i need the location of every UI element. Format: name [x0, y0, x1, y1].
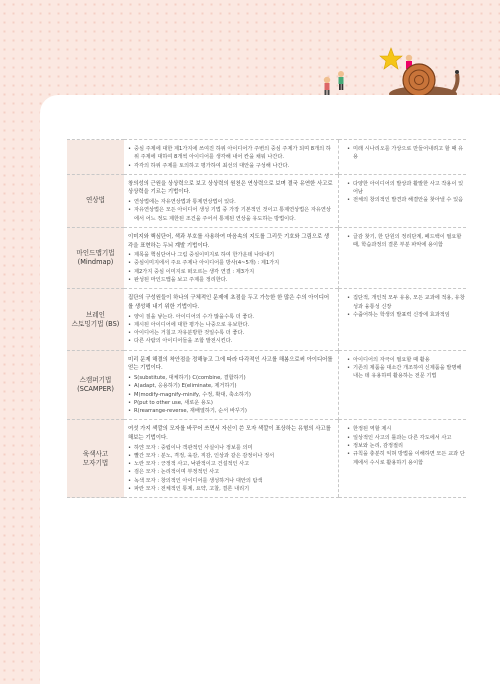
description-list — [128, 145, 334, 170]
usage-list — [347, 425, 466, 466]
description-item: • 빨간 모자 : 분노, 격정, 육감, 직감, 인상과 같은 감정이나 정서 — [128, 452, 334, 460]
technique-intro: 이미지와 핵심단어, 색과 부호를 사용하여 마음속의 지도를 그리듯 기호와 그림으로 생각을 표현하는 두뇌 계발 기법이다. — [128, 233, 330, 249]
technique-subname: 스토밍기법 (BS) — [71, 319, 120, 328]
description-list — [128, 198, 334, 223]
usage-list — [347, 233, 466, 250]
technique-name: 연상법 — [85, 196, 106, 205]
technique-name-cell — [67, 174, 124, 227]
table-row — [67, 140, 466, 175]
table-row — [67, 350, 466, 420]
usage-item: • 글감 찾기, 한 단원의 정리단계, 페드백이 필요할 때, 학습과정의 결론 부분 파악에 용이함 — [347, 233, 466, 250]
description-item: • 중심이미지에서 주요 주제나 아이디어를 방사(4~5개) : 제1가지 — [128, 259, 334, 267]
usage-item: • 미래 시나리오를 가상으로 만들어내려고 할 때 유용 — [347, 145, 466, 162]
description-item: • 중심 주제에 대한 제1가지에 쓰여진 하위 아이디어가 주변의 중심 주제가 되며 8개의 하위 주제에 대하여 8개씩 아이디어를 생각해 내어 칸을 채워 나간다. — [128, 145, 334, 162]
description-item: • 다른 사람의 아이디어들을 조합 발전시킨다. — [128, 337, 334, 345]
star-icon — [380, 48, 402, 69]
description-item: • 아이디어는 거칠고 자유분방한 것일수록 더 좋다. — [128, 329, 334, 337]
usage-cell — [339, 227, 467, 288]
usage-item: • 규칙을 충분히 익혀 방법을 이해하면 모든 교과 단계에서 수시로 활용하기 용이함 — [347, 450, 466, 467]
usage-item: • 일상적인 사고의 틀과는 다른 각도에서 사고 — [347, 434, 466, 442]
usage-cell — [339, 174, 467, 227]
table-row — [67, 420, 466, 498]
usage-item: • 정보와 논리, 감정절리 — [347, 442, 466, 450]
description-cell — [124, 140, 339, 175]
description-cell — [124, 227, 339, 288]
content-card — [40, 95, 500, 684]
description-item: • 검은 모자 : 논리적이며 부정적인 사고 — [128, 468, 334, 476]
usage-item: • 집단적, 개인적 모두 유용, 모든 교과에 적용, 유창성과 융통성 신장 — [347, 294, 466, 311]
technique-name-cell — [67, 140, 124, 175]
description-item: • S(substitute, 대체하기) C(combine, 결합하기) — [128, 374, 334, 382]
technique-subname: 모자기법 — [82, 458, 109, 467]
description-item: • A(adapt, 응용하기) E(eliminate, 제거하기) — [128, 382, 334, 390]
table-row — [67, 289, 466, 350]
technique-name-cell — [67, 420, 124, 498]
description-list — [128, 313, 334, 346]
climbing-children-icon — [324, 71, 344, 96]
usage-item: • 기존의 제품을 대소간 개조하여 신제품을 발명해 내는 데 유용하며 활용하는 전문 기법 — [347, 364, 466, 381]
usage-cell — [339, 420, 467, 498]
description-list — [128, 444, 334, 494]
usage-list — [347, 180, 466, 205]
technique-intro: 여섯 가지 색깔의 모자를 바꾸어 쓰면서 자신이 쓴 모자 색깔이 표상하는 유형의 사고를 해보는 기법이다. — [128, 426, 331, 441]
table-body — [67, 140, 466, 498]
description-item: • 완성된 마인드맵을 보고 주제를 정리한다. — [128, 276, 334, 284]
usage-item: • 수줍어하는 학생의 발표력 신장에 효과적임 — [347, 311, 466, 319]
technique-name-cell — [67, 350, 124, 420]
description-item: • 연상법에는 자유연상법과 통제연상법이 있다. — [128, 198, 334, 206]
description-cell — [124, 289, 339, 350]
technique-name-cell — [67, 289, 124, 350]
usage-item: • 한정된 역할 제시 — [347, 425, 466, 433]
technique-intro: 창의성의 근원을 상상력으로 보고 상상력의 원천은 연상력으로 보며 결국 유연한 사고로 상상력을 기르는 기법이다. — [128, 180, 333, 196]
technique-name: 브레인 — [85, 310, 106, 319]
description-cell — [124, 350, 339, 420]
description-item: • P(put to other use, 새로운 용도) — [128, 399, 334, 407]
description-item: • 제2가지 중심 이미지로 떠오르는 생각 연결 : 제3가지 — [128, 268, 334, 276]
description-item: • R(rearrange-reverse, 재배열하기, 순서 바꾸기) — [128, 407, 334, 415]
description-cell — [124, 420, 339, 498]
technique-name: 육색사고 — [82, 449, 109, 458]
technique-subname: (SCAMPER) — [77, 385, 114, 394]
description-list — [128, 251, 334, 284]
usage-item: • 다양한 아이디어의 발상과 활발한 사고 작용이 있어남 — [347, 180, 466, 197]
technique-intro: 집단의 구성원들이 하나의 구체적인 문제에 초점을 두고 가능한 한 많은 수의 아이디어를 생성해 내기 위한 기법이다. — [128, 295, 330, 310]
usage-cell — [339, 350, 467, 420]
description-item: • 자유연상법은 모든 아이디어 생성 기법 중 가장 기본적인 것이고 통제연상법은 자유연상에서 어느 정도 제한된 조건을 주어서 통제된 연상을 유도하는 방법이다. — [128, 206, 334, 223]
usage-cell — [339, 289, 467, 350]
description-item: • 노란 모자 : 긍정적 사고, 낙관적이고 건설적인 사고 — [128, 460, 334, 468]
usage-list — [347, 356, 466, 381]
description-list — [128, 374, 334, 415]
table-row — [67, 227, 466, 288]
description-item: • 파란 모자 : 전체적인 통제, 요약, 고찰, 결론 내리기 — [128, 485, 334, 493]
usage-list — [347, 145, 466, 162]
table-row — [67, 174, 466, 227]
technique-intro: 미리 문제 해결의 착안점을 정해놓고 그에 따라 다각적인 사고를 해봄으로써 아이디어를 얻는 기법이다. — [128, 356, 333, 372]
description-item: • 제목을 핵심단어나 그림 중심이미지로 하여 한가운데 나타내기 — [128, 251, 334, 259]
usage-item: • 아이디어의 자극이 필요할 때 활용 — [347, 356, 466, 364]
description-item: • M(modify-magnify-minify, 수정, 확대, 축소하기) — [128, 391, 334, 399]
technique-subname: (Mindmap) — [77, 258, 114, 267]
creativity-techniques-table — [67, 139, 466, 498]
technique-name: 마인드맵기법 — [76, 249, 115, 258]
description-item: • 하얀 모자 : 중립이나 객관적인 사실이나 정보를 의미 — [128, 444, 334, 452]
description-item: • 녹색 모자 : 창의적인 아이디어를 생성하거나 대안의 탐색 — [128, 477, 334, 485]
description-item: • 제시된 아이디어에 대한 평가는 나중으로 유보한다. — [128, 321, 334, 329]
technique-name-cell — [67, 227, 124, 288]
usage-list — [347, 294, 466, 319]
usage-item: • 전체의 창의적인 발견과 해결안을 찾아낼 수 있음 — [347, 196, 466, 204]
technique-name: 스캠퍼기법 — [79, 376, 112, 385]
usage-cell — [339, 140, 467, 175]
description-cell — [124, 174, 339, 227]
description-item: • 양이 질을 낳는다. 아이디어의 수가 많을수록 더 좋다. — [128, 313, 334, 321]
description-item: • 각각의 하위 주제를 토의하고 평가하여 최선의 대안을 구성해 나간다. — [128, 162, 334, 170]
